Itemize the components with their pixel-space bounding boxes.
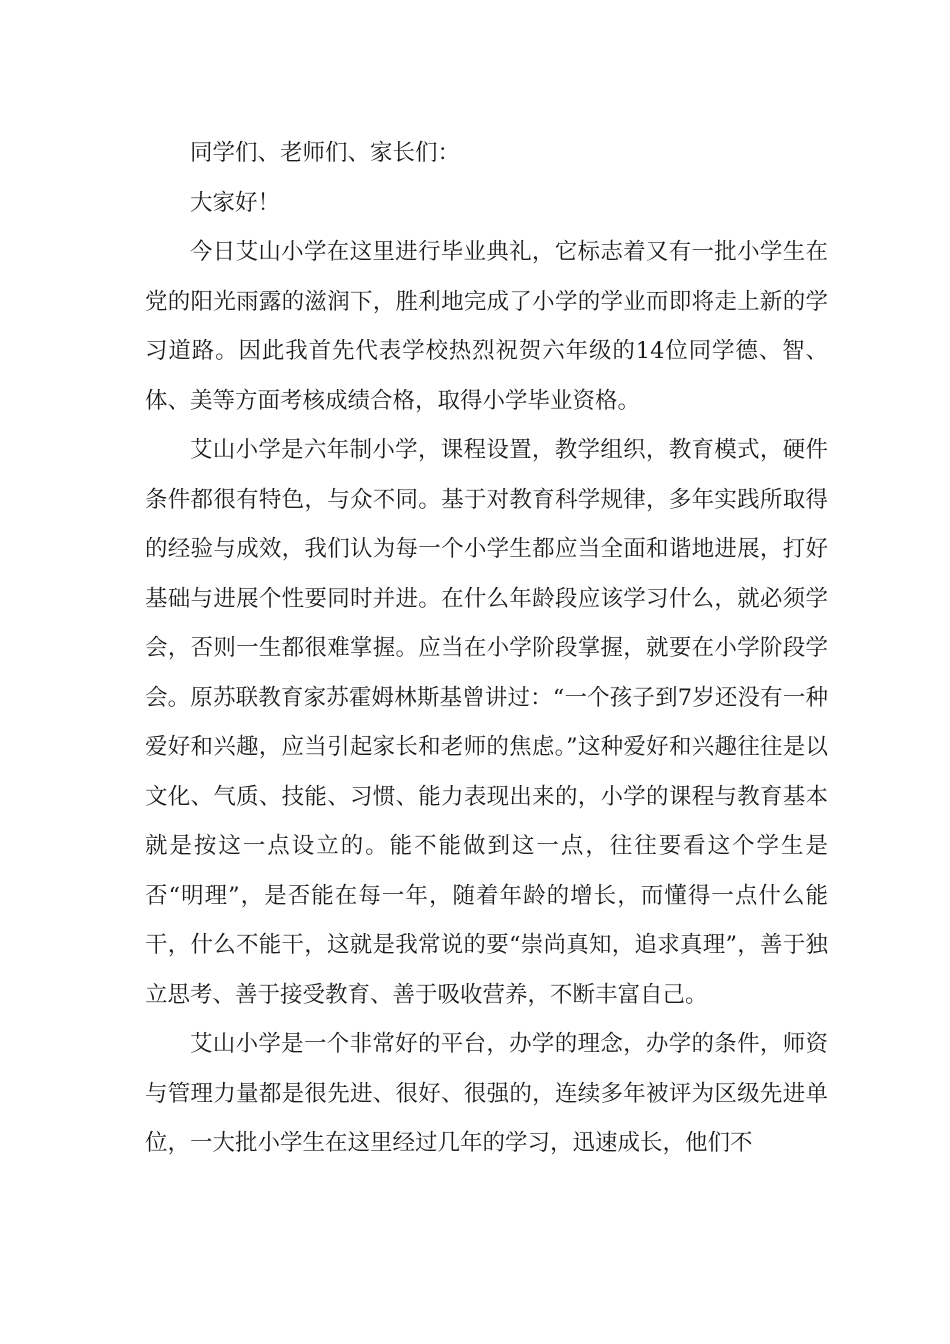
salutation: 同学们、老师们、家长们： — [190, 140, 461, 166]
paragraph-platform: 艾山小学是一个非常好的平台，办学的理念，办学的条件，师资与管理力量都是很先进、很好、很强的，连续多年被评为区级先进单位，一大批小学生在这里经过几年的学习，迅速成长，他们不 — [145, 1031, 828, 1156]
greeting: 大家好！ — [190, 189, 281, 216]
paragraph-school-features: 艾山小学是六年制小学，课程设置，教学组织，教育模式，硬件条件都很有特色，与众不同。基于对教育科学规律，多年实践所取得的经验与成效，我们认为每一个小学生都应当全面和谐地进展，打好基础与进展个性要同时并进。在什么年龄段应该学习什么，就必须学会，否则一生都很难掌握。应当在小学阶段掌握，就要在小学阶段学会。原苏联教育家苏霍姆林斯基曾讲过：“一个孩子到7岁还没有一种爱好和兴趣，应当引起家长和老师的焦虑。”这种爱好和兴趣往往是以文化、气质、技能、习惯、能力表现出来的，小学的课程与教育基本就是按这一点设立的。能不能做到这一点，往往要看这个学生是否“明理”，是否能在每一年，随着年龄的增长，而懂得一点什么能干，什么不能干，这就是我常说的要“崇尚真知，追求真理”，善于独立思考、善于接受教育、善于吸收营养，不断丰富自己。 — [145, 437, 828, 1008]
paragraph-graduation: 今日艾山小学在这里进行毕业典礼，它标志着又有一批小学生在党的阳光雨露的滋润下，胜利地完成了小学的学业而即将走上新的学习道路。因此我首先代表学校热烈祝贺六年级的14位同学德、智、体、美等方面考核成绩合格，取得小学毕业资格。 — [145, 239, 828, 414]
speech-body — [145, 129, 828, 1169]
